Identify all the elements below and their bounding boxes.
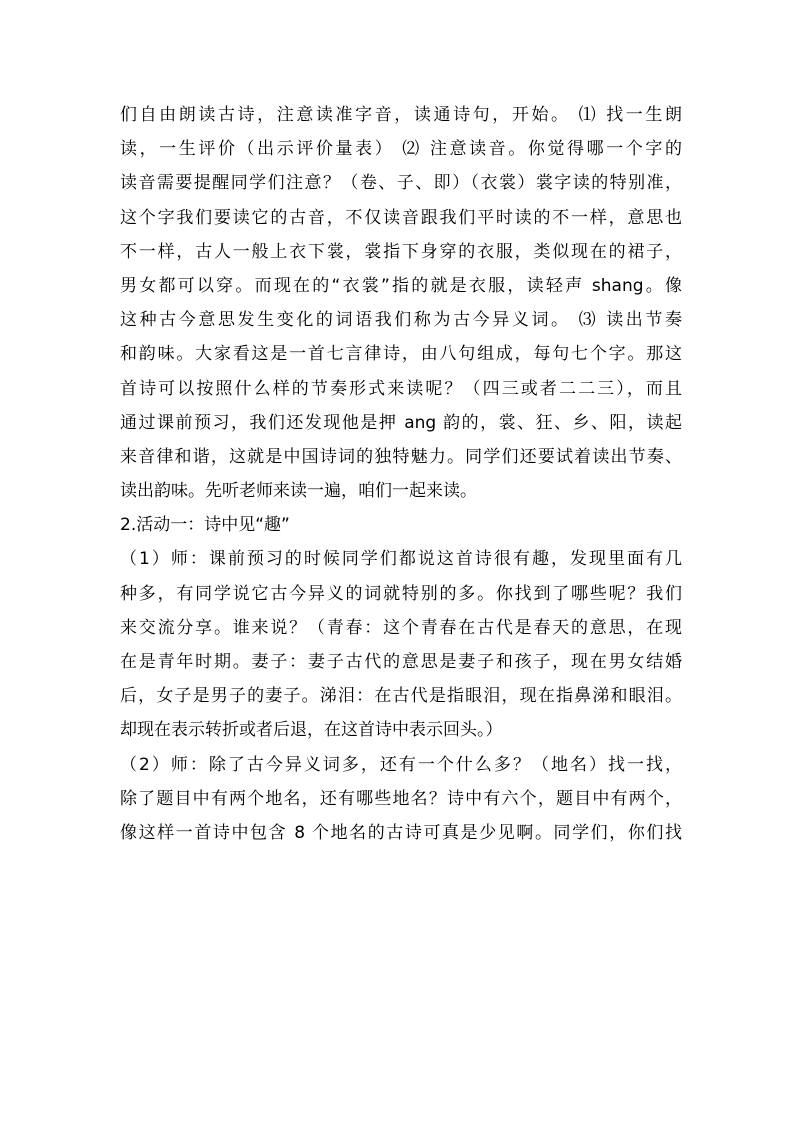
paragraph-place-names <box>120 748 682 851</box>
text-line: 男女都可以穿。而现在的“衣裳”指的就是衣服，读轻声 shang。像 <box>120 275 682 296</box>
text-line: 读，一生评价（出示评价量表） ⑵ 注意读音。你觉得哪一个字的 <box>120 139 682 160</box>
text-line: 在是青年时期。妻子：妻子古代的意思是妻子和孩子，现在男女结婚 <box>120 652 682 672</box>
text-line: 这种古今意思发生变化的词语我们称为古今异义词。 ⑶ 读出节奏 <box>120 310 682 331</box>
text-line: 像这样一首诗中包含 8 个地名的古诗可真是少见啊。同学们，你们找 <box>120 822 682 843</box>
text-line: 读音需要提醒同学们注意？（卷、子、即）（衣裳）裳字读的特别准， <box>120 173 682 194</box>
text-line: 种多，有同学说它古今异义的词就特别的多。你找到了哪些呢？我们 <box>120 583 682 604</box>
document-page <box>120 98 682 850</box>
paragraph-ancient-modern-words <box>120 542 682 747</box>
section-heading-activity-one <box>120 508 682 542</box>
text-line: 不一样，古人一般上衣下裳，裳指下身穿的衣服，类似现在的裙子， <box>120 241 682 262</box>
text-line: （2）师：除了古今异义词多，还有一个什么多？（地名）找一找， <box>120 754 682 775</box>
text-line: 这个字我们要读它的古音，不仅读音跟我们平时读的不一样，意思也 <box>120 207 682 228</box>
text-line: 通过课前预习，我们还发现他是押 ang 韵的，裳、狂、乡、阳，读起 <box>120 412 682 433</box>
paragraph-reading-instructions <box>120 98 682 508</box>
text-line: 首诗可以按照什么样的节奏形式来读呢？（四三或者二二三），而且 <box>120 378 682 399</box>
text-line: 除了题目中有两个地名，还有哪些地名？诗中有六个，题目中有两个， <box>120 788 682 809</box>
text-line: 们自由朗读古诗，注意读准字音，读通诗句，开始。 ⑴ 找一生朗 <box>120 105 682 125</box>
text-line: 后，女子是男子的妻子。涕泪：在古代是指眼泪，现在指鼻涕和眼泪。 <box>120 686 682 707</box>
text-line: 和韵味。大家看这是一首七言律诗，由八句组成，每句七个字。那这 <box>120 344 682 365</box>
text-line: 来交流分享。谁来说？（青春：这个青春在古代是春天的意思，在现 <box>120 617 682 638</box>
text-line: 来音律和谐，这就是中国诗词的独特魅力。同学们还要试着读出节奏、 <box>120 446 682 467</box>
heading-text: 2.活动一：诗中见“趣” <box>120 515 290 536</box>
text-line: 却现在表示转折或者后退，在这首诗中表示回头。） <box>120 720 503 741</box>
text-line: （1）师：课前预习的时候同学们都说这首诗很有趣，发现里面有几 <box>120 549 682 570</box>
text-line: 读出韵味。先听老师来读一遍，咱们一起来读。 <box>120 481 477 502</box>
